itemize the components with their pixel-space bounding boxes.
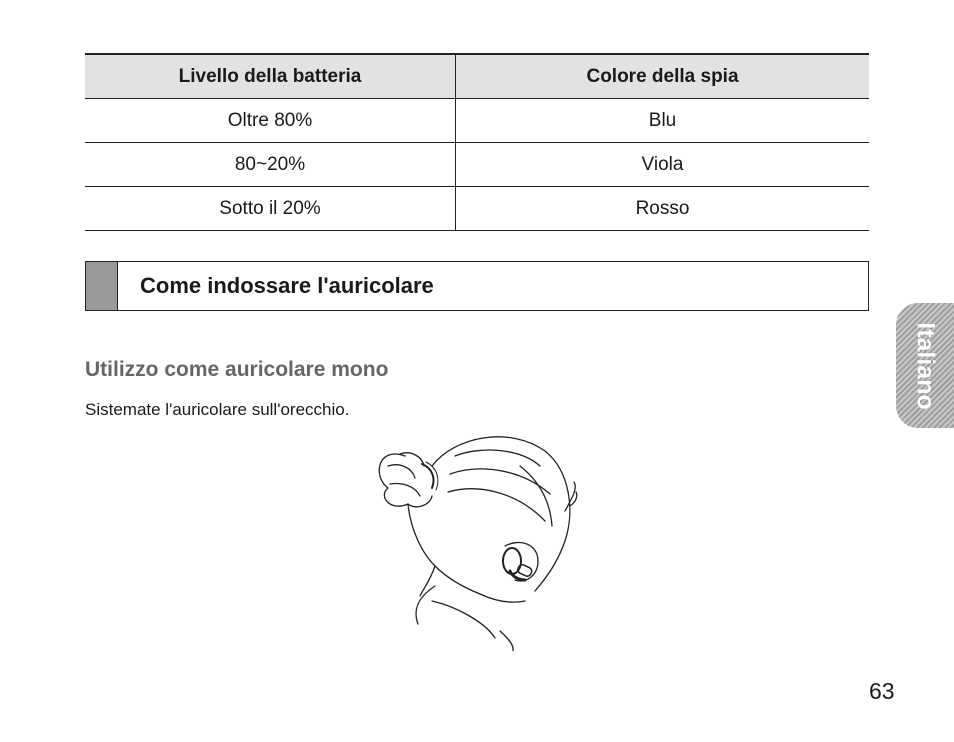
table-row [85, 99, 869, 143]
person-wearing-headset-illustration [360, 426, 590, 651]
table-header-row [85, 54, 869, 99]
table-cell-battery-level: 80~20% [85, 143, 456, 187]
page-number: 63 [869, 678, 895, 704]
subsection-heading: Utilizzo come auricolare mono [85, 358, 389, 381]
section-marker [86, 262, 118, 310]
instruction-text: Sistemate l'auricolare sull'orecchio. [85, 400, 350, 419]
table-row [85, 143, 869, 187]
column-header-battery-level: Livello della batteria [85, 54, 456, 99]
table-row [85, 187, 869, 231]
table-cell-led-color: Rosso [456, 187, 870, 231]
battery-color-table [85, 53, 869, 231]
table-cell-battery-level: Oltre 80% [85, 99, 456, 143]
section-header [85, 261, 869, 311]
table-cell-led-color: Blu [456, 99, 870, 143]
side-tab-label: Italiano [911, 321, 940, 410]
table-cell-led-color: Viola [456, 143, 870, 187]
language-side-tab [896, 303, 954, 428]
column-header-led-color: Colore della spia [456, 54, 870, 99]
table-cell-battery-level: Sotto il 20% [85, 187, 456, 231]
section-title: Come indossare l'auricolare [140, 273, 434, 298]
